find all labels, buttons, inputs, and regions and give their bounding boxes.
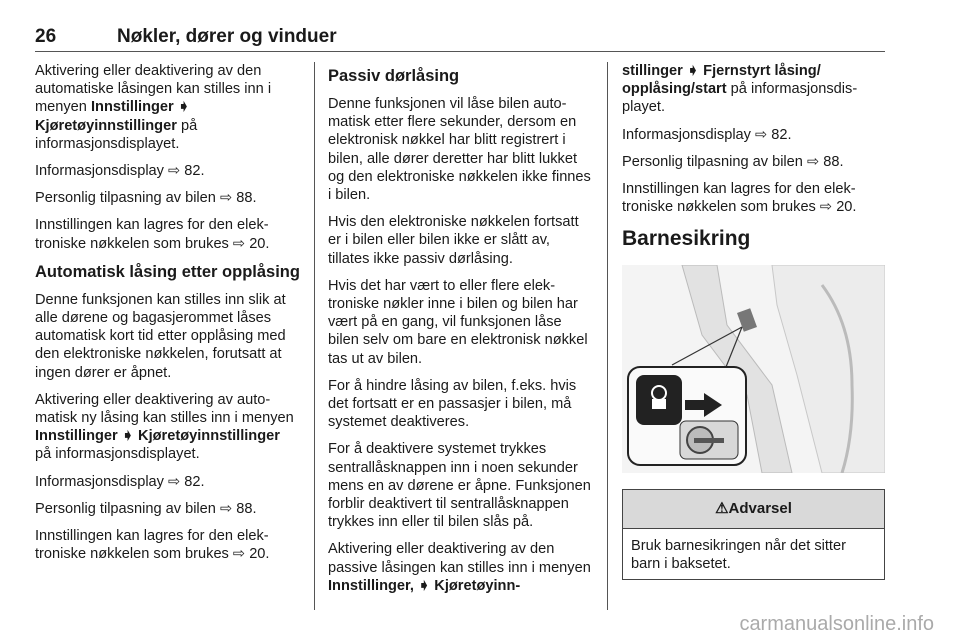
paragraph: stillinger ➧ Fjernstyrt låsing/ opplåsing/start på informasjonsdisplayet. — [622, 63, 858, 116]
header-rule — [35, 51, 885, 52]
paragraph: For å hindre låsing av bilen, f.eks. hvis det fortsatt er en passasjer i bilen, må systemet deaktiveres. — [328, 377, 577, 431]
watermark: carmanualsonline.info — [739, 613, 934, 635]
paragraph: Hvis den elektroniske nøkkelen fortsatt er i bilen eller bilen ikke er slått av, tillates ikke passiv dørlåsing. — [328, 214, 579, 267]
warning-box — [622, 489, 885, 580]
menu-path: Innstillinger ➧ Kjøretøyinnstillinger — [35, 99, 190, 134]
paragraph: For å deaktivere systemet trykkes sentrallåsknappen inn i noen sekunder mens en av dørene er åpne. Funksjonen forblir deaktivert til sentrallåsknappen trykkes inn eller til bilen slås på. — [328, 441, 591, 531]
paragraph: Denne funksjonen vil låse bilen automatisk etter flere sekunder, dersom en elektronisk nøkkel har blitt registrert i bilen, alle dører deretter har blitt lukket og den elektroniske nøkkelen ikke finnes i bilen. — [328, 96, 591, 204]
section-heading: Passiv dørlåsing — [328, 67, 460, 85]
paragraph: Hvis det har vært to eller flere elektroniske nøkler inne i bilen og bilen har vært på en gang, vil funksjonen låse bilen selv om bare en elektronisk nøkkel tas ut av bilen. — [328, 277, 588, 367]
section-heading: Barnesikring — [622, 227, 751, 251]
column-divider — [314, 62, 315, 610]
column-2 — [328, 62, 592, 604]
warning-icon: ⚠ — [715, 500, 729, 517]
paragraph: Innstillingen kan lagres for den elektroniske nøkkelen som brukes ⇨ 20. — [35, 528, 270, 563]
child-lock-illustration — [622, 265, 885, 473]
menu-path: Innstillinger, ➧ Kjøretøyinn- — [328, 577, 521, 594]
page-title: Nøkler, dører og vinduer — [117, 26, 337, 47]
cross-reference: Informasjonsdisplay ⇨ 82. — [35, 163, 205, 180]
warning-text: Bruk barnesikringen når det sitter barn i baksetet. — [631, 538, 846, 573]
column-divider — [607, 62, 608, 610]
cross-reference: Informasjonsdisplay ⇨ 82. — [35, 473, 205, 490]
cross-reference: Personlig tilpasning av bilen ⇨ 88. — [35, 190, 257, 207]
column-3 — [622, 62, 886, 265]
cross-reference: Informasjonsdisplay ⇨ 82. — [622, 126, 792, 143]
menu-path: stillinger ➧ Fjernstyrt låsing/ opplåsing/start — [622, 63, 821, 98]
cross-reference: Personlig tilpasning av bilen ⇨ 88. — [35, 500, 257, 517]
cross-reference: Personlig tilpasning av bilen ⇨ 88. — [622, 153, 844, 170]
paragraph: Innstillingen kan lagres for den elektroniske nøkkelen som brukes ⇨ 20. — [622, 181, 857, 216]
paragraph: Denne funksjonen kan stilles inn slik at alle dørene og bagasjerommet låses automatisk kort tid etter opplåsing med den elektroniske nøkkelen, forutsatt at ingen dører er åpnet. — [35, 291, 286, 381]
column-1 — [35, 62, 300, 572]
paragraph: Aktivering eller deaktivering av den passive låsingen kan stilles inn i menyen Innstillinger, ➧ Kjøretøyinn- — [328, 541, 591, 594]
page-header — [35, 26, 885, 52]
warning-header: ⚠Advarsel — [623, 490, 884, 529]
paragraph: Aktivering eller deaktivering av den automatiske låsingen kan stilles inn i menyen Innstillinger ➧ Kjøretøyinnstillinger på informasjonsdisplayet. — [35, 63, 272, 152]
page-number: 26 — [35, 26, 57, 47]
paragraph: Innstillingen kan lagres for den elektroniske nøkkelen som brukes ⇨ 20. — [35, 217, 270, 252]
paragraph: Aktivering eller deaktivering av automatisk ny låsing kan stilles inn i menyen Innstillinger ➧ Kjøretøyinnstillinger på informasjonsdisplayet. — [35, 391, 294, 463]
section-heading: Automatisk låsing etter opplåsing — [35, 262, 300, 281]
menu-path: Innstillinger ➧ Kjøretøyinnstillinger — [35, 428, 280, 445]
